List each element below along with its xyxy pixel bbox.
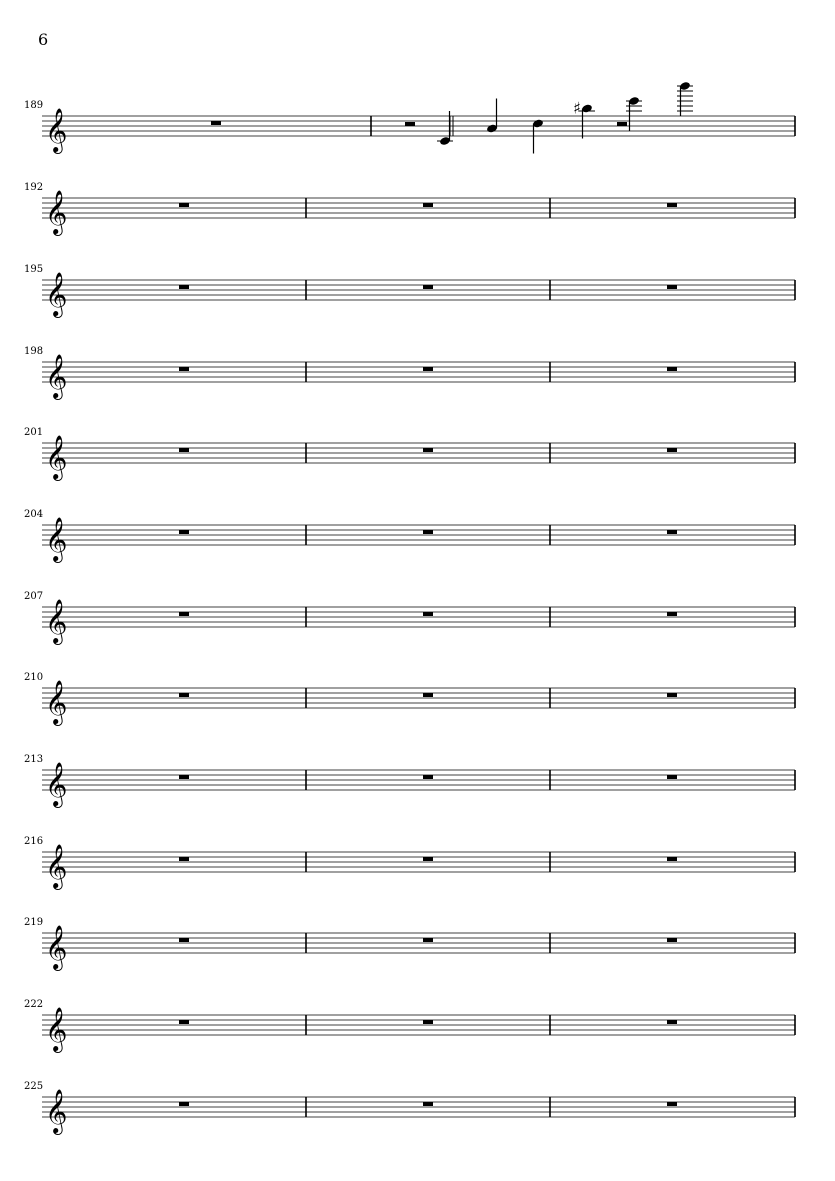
- svg-text:𝄞: 𝄞: [45, 108, 68, 152]
- measure-number: 222: [24, 999, 44, 1010]
- svg-text:𝄞: 𝄞: [45, 435, 68, 479]
- whole-rest-icon: [179, 1102, 189, 1106]
- measure-number: 192: [24, 182, 44, 193]
- treble-clef-icon: [45, 1089, 67, 1135]
- whole-rest-icon: [423, 1102, 433, 1106]
- measure-number: 225: [24, 1081, 44, 1092]
- measure-number: 216: [24, 836, 44, 847]
- svg-text:𝄞: 𝄞: [45, 680, 68, 724]
- svg-text:𝄞: 𝄞: [45, 354, 68, 398]
- svg-text:𝄞: 𝄞: [45, 599, 68, 643]
- measure-number: 195: [24, 264, 44, 275]
- svg-text:𝄞: 𝄞: [45, 272, 68, 316]
- svg-text:𝄞: 𝄞: [45, 517, 68, 561]
- svg-text:𝄞: 𝄞: [45, 190, 68, 234]
- measure-number: 189: [24, 100, 44, 111]
- svg-text:𝄞: 𝄞: [45, 844, 68, 888]
- measure-number: 201: [24, 427, 44, 438]
- measure-number: 204: [24, 509, 44, 520]
- whole-rest-icon: [667, 1102, 677, 1106]
- measure-number: 210: [24, 672, 44, 683]
- sharp-icon: ♯: [573, 98, 581, 118]
- svg-text:𝄞: 𝄞: [45, 762, 68, 806]
- measure-number: 213: [24, 754, 44, 765]
- svg-text:𝄞: 𝄞: [45, 925, 68, 969]
- measure-number: 207: [24, 591, 44, 602]
- measure-number: 198: [24, 346, 44, 357]
- measure-number: 219: [24, 917, 44, 928]
- svg-text:𝄞: 𝄞: [45, 1007, 68, 1051]
- page-number: 6: [38, 30, 49, 49]
- svg-text:𝄞: 𝄞: [45, 1089, 68, 1133]
